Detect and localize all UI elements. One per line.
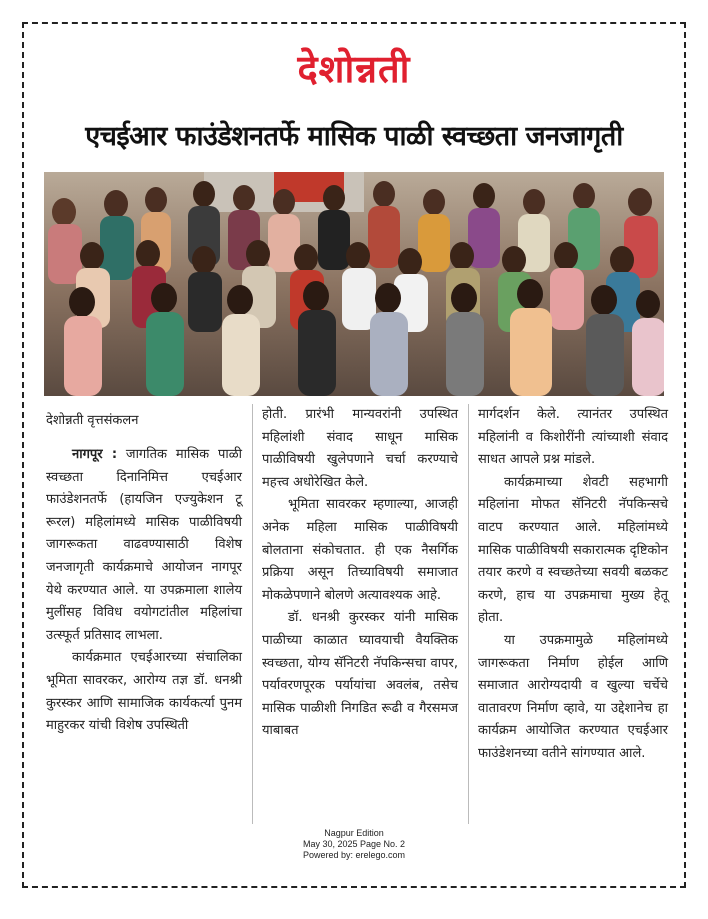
edition-date-page: May 30, 2025 Page No. 2: [302, 839, 406, 849]
article-headline: एचईआर फाउंडेशनतर्फे मासिक पाळी स्वच्छता जनजागृती: [85, 121, 623, 152]
newspaper-masthead: देशोन्नती: [297, 47, 411, 91]
paragraph: डॉ. धनश्री कुरस्कर यांनी मासिक पाळीच्या काळात घ्यावयाची वैयक्तिक स्वच्छता, योग्य सॅनिटरी नॅपकिन्सचा वापर, पर्यावरणपूरक पर्यायांचा अवलंब, तसेच मासिक पाळीशी निगडित रूढी व गैरसमज याबाबत: [262, 610, 458, 739]
article-column-2: [262, 404, 458, 743]
paragraph: मार्गदर्शन केले. त्यानंतर उपस्थित महिलांनी व किशोरींनी त्यांच्याशी संवाद साधत आपले प्रश्न मांडले.: [478, 407, 668, 468]
paragraph: [46, 444, 242, 647]
paragraph: कार्यक्रमात एचईआरच्या संचालिका भूमिता सावरकर, आरोग्य तज्ञ डॉ. धनश्री कुरस्कर आणि सामाजिक कार्यकर्त्या पुनम माहुरकर यांची विशेष उपस्थिती: [46, 650, 242, 734]
dateline-place: नागपूर :: [72, 447, 118, 462]
edition-name: Nagpur Edition: [324, 828, 384, 838]
byline: देशोन्नती वृत्तसंकलन: [46, 413, 139, 428]
column-divider: [468, 404, 469, 824]
paragraph-text: जागतिक मासिक पाळी स्वच्छता दिनानिमित्त एचईआर फाउंडेशनतर्फे (हायजिन एज्युकेशन टू रूरल) महिलांमध्ये मासिक पाळीविषयी जागरूकता वाढवण्यासाठी विशेष जनजागृती कार्यक्रमाचे आयोजन नागपूर येथे करण्यात आले. या उपक्रमाला शालेय मुलींसह विविध वयोगटांतील महिलांचा उत्स्फूर्त प्रतिसाद लाभला.: [46, 447, 243, 643]
paragraph: भूमिता सावरकर म्हणाल्या, आजही अनेक महिला मासिक पाळीविषयी बोलताना संकोचतात. ही एक नैसर्गिक प्रक्रिया असून तिच्याविषयी समाजात मोकळेपणाने बोलणे अत्यावश्यक आहे.: [262, 497, 458, 603]
article-column-1: [46, 444, 242, 738]
powered-by: Powered by: erelego.com: [302, 850, 406, 860]
group-photo: [44, 172, 664, 396]
paragraph: कार्यक्रमाच्या शेवटी सहभागी महिलांना मोफत सॅनिटरी नॅपकिन्सचे वाटप करण्यात आले. महिलांमध्ये मासिक पाळीविषयी सकारात्मक दृष्टिकोन तयार करणे व स्वच्छतेच्या सवयी बळकट करणे, हाच या उपक्रमाचा मुख्य हेतू होता.: [478, 474, 668, 626]
paragraph: होती. प्रारंभी मान्यवरांनी उपस्थित महिलांशी संवाद साधून मासिक पाळीविषयी खुलेपणाने चर्चा करण्याचे महत्त्व अधोरेखित केले.: [262, 407, 458, 490]
article-column-3: [478, 404, 668, 766]
paragraph: या उपक्रमामुळे महिलांमध्ये जागरूकता निर्माण होईल आणि समाजात आरोग्यदायी व खुल्या चर्चेचे वातावरण निर्माण व्हावे, या उद्देशानेच हा कार्यक्रम आयोजित करण्यात एचईआर फाउंडेशनच्या वतीने सांगण्यात आले.: [478, 632, 668, 761]
edition-footer: [254, 828, 454, 861]
column-divider: [252, 404, 253, 824]
